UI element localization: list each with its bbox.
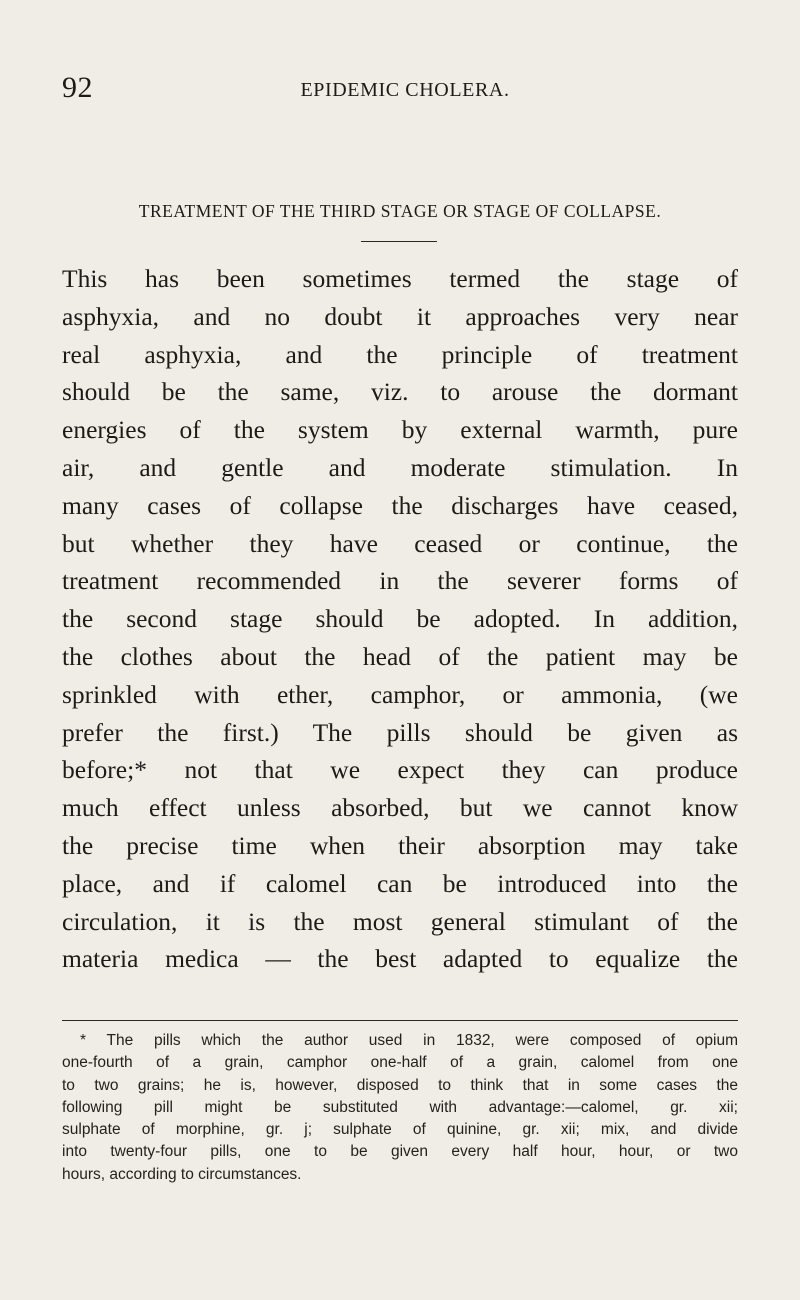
body-line: energies of the system by external warmth, pure [62,415,738,445]
body-line: before;* not that we expect they can produce [62,755,738,785]
body-line: air, and gentle and moderate stimulation. In [62,452,738,482]
footnote-line: one-fourth of a grain, camphor one-half of a grain, calomel from one [62,1054,738,1072]
footnote [62,1030,738,1186]
footnote-line: * The pills which the author used in 1832, were composed of opium [80,1032,738,1049]
body-line: treatment recommended in the severer forms of [62,566,738,596]
running-title: EPIDEMIC CHOLERA. [300,79,510,101]
body-line: the clothes about the head of the patient may be [62,641,738,671]
footnote-rule [62,1020,738,1021]
body-line: the second stage should be adopted. In addition, [62,604,738,634]
body-line: materia medica — the best adapted to equalize the [62,944,738,974]
footnote-line: to two grains; he is, however, disposed to think that in some cases the [62,1076,738,1094]
body-line: place, and if calomel can be introduced into the [62,868,738,898]
footnote-line: following pill might be substituted with advantage:—calomel, gr. xii; [62,1098,738,1116]
body-line: prefer the first.) The pills should be given as [62,717,738,747]
body-line: sprinkled with ether, camphor, or ammonia, (we [62,679,738,709]
body-line: but whether they have ceased or continue, the [62,528,738,558]
footnote-line: into twenty-four pills, one to be given every half hour, hour, or two [62,1143,738,1161]
body-line: asphyxia, and no doubt it approaches very near [62,301,738,331]
page-number: 92 [62,71,93,104]
footnote-line: sulphate of morphine, gr. j; sulphate of quinine, gr. xii; mix, and divide [62,1121,738,1139]
body-line: much effect unless absorbed, but we cannot know [62,793,738,823]
page-header [0,70,800,110]
body-line: many cases of collapse the discharges have ceased, [62,490,738,520]
body-text [62,260,738,978]
body-line: circulation, it is the most general stimulant of the [62,906,738,936]
footnote-line: hours, according to circumstances. [62,1165,302,1183]
heading-rule [361,241,437,242]
body-line: should be the same, viz. to arouse the dormant [62,377,738,407]
body-line: This has been sometimes termed the stage of [62,264,738,293]
body-line: real asphyxia, and the principle of treatment [62,339,738,369]
body-line: the precise time when their absorption may take [62,830,738,860]
section-heading: TREATMENT OF THE THIRD STAGE OR STAGE OF COLLAPSE. [138,201,662,221]
